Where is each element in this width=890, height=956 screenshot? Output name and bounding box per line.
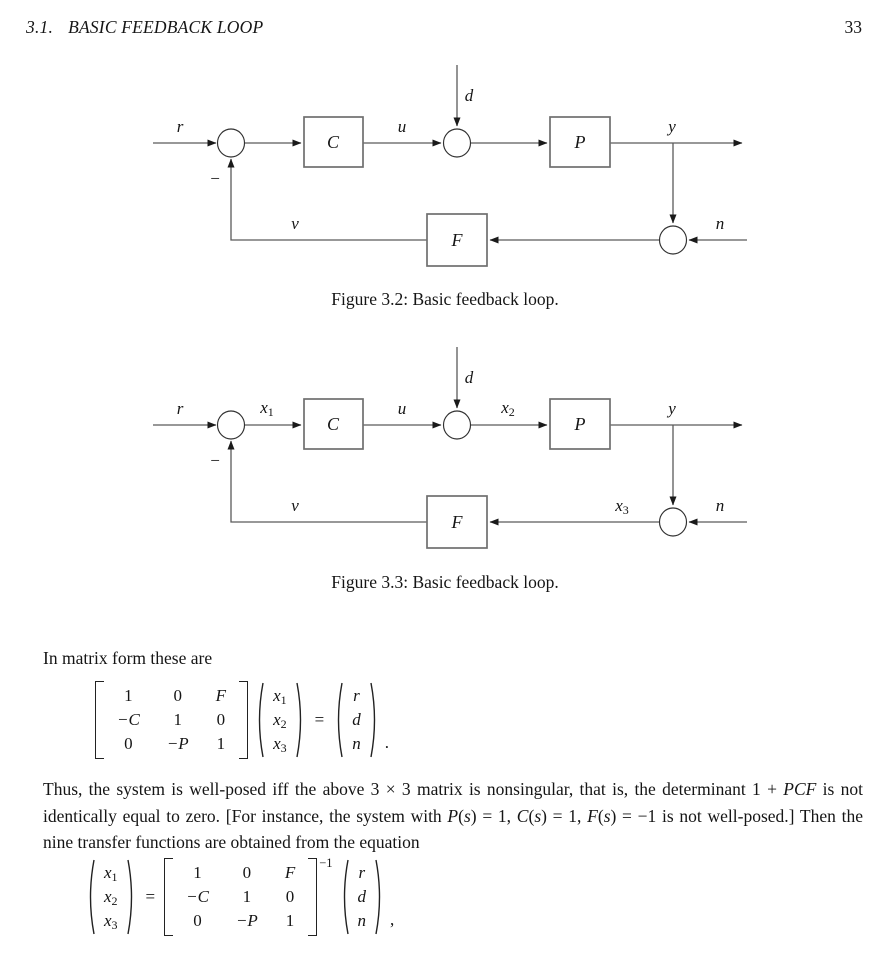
intro-sentence: In matrix form these are: [43, 648, 213, 668]
minus-sign: −: [210, 169, 220, 188]
signal-x3-label: x3: [615, 496, 629, 517]
matrix-cell: 0: [193, 911, 202, 930]
signal-v-label: v: [291, 214, 299, 233]
end-punctuation: .: [384, 733, 389, 752]
section-title: BASIC FEEDBACK LOOP: [68, 17, 264, 37]
input-vector: r d n: [333, 680, 380, 760]
matrix-equation-2: [85, 857, 394, 937]
left-paren: [254, 680, 265, 760]
minus-sign: −: [210, 451, 220, 470]
matrix-cell: 1: [193, 863, 202, 882]
signal-y-label: y: [668, 117, 676, 136]
right-paren: [369, 680, 380, 760]
signal-y-label: y: [668, 399, 676, 418]
figure-3-2-diagram: [140, 55, 770, 283]
matrix-cell: −C: [186, 887, 209, 906]
block-P-label: P: [574, 414, 586, 434]
signal-n-label: n: [715, 214, 725, 233]
summing-junction-3: [660, 226, 687, 254]
matrix-cell: 0: [285, 887, 295, 906]
end-punctuation: ,: [390, 910, 395, 929]
signal-n-label: n: [715, 496, 725, 515]
state-vector: $x_1$ $x_2$ $x_3$: [85, 857, 137, 937]
block-C-label: C: [326, 132, 340, 152]
block-C-label: C: [326, 414, 340, 434]
left-bracket: [95, 681, 104, 759]
matrix-equation-1: [95, 680, 389, 760]
state-vector: $x_1$ $x_2$ $x_3$: [254, 680, 306, 760]
system-matrix: [95, 681, 248, 759]
matrix-cell: 1: [242, 887, 252, 906]
matrix-cell: F: [215, 686, 227, 705]
right-bracket: [308, 858, 317, 936]
summing-junction-1: [218, 129, 245, 157]
wire-feedback-to-sum1: [231, 441, 427, 522]
matrix-cell: 1: [216, 734, 226, 753]
section-number: 3.1.: [26, 17, 54, 37]
figure-3-3-caption: Figure 3.3: Basic feedback loop.: [331, 572, 559, 592]
summing-junction-1: [218, 411, 245, 439]
left-paren: [85, 857, 96, 937]
block-P-label: P: [574, 132, 586, 152]
signal-r-label: r: [176, 399, 184, 418]
right-paren: [295, 680, 306, 760]
figure-3-3-diagram: [140, 337, 770, 565]
matrix-cell: F: [284, 863, 296, 882]
equals-sign: =: [145, 887, 156, 906]
left-paren: [339, 857, 350, 937]
signal-r-label: r: [176, 117, 184, 136]
left-bracket: [164, 858, 173, 936]
block-F-label: F: [451, 512, 463, 532]
page-number: 33: [844, 17, 862, 37]
signal-x1-label: x1: [260, 398, 274, 419]
matrix-cell: 1: [124, 686, 133, 705]
matrix-cell: −P: [235, 911, 258, 930]
block-F-label: F: [451, 230, 463, 250]
equals-sign: =: [314, 710, 325, 729]
matrix-cell: −C: [117, 710, 140, 729]
signal-d-label: d: [464, 368, 474, 387]
signal-v-label: v: [291, 496, 299, 515]
well-posed-paragraph: Thus, the system is well-posed iff the above 3 × 3 matrix is nonsingular, that is, the determinant 1 + PCF is not identically equal to zero. [For instance, the system with P(s) = 1, C(s) = 1, F(s) = −1 is not well-posed.] Then the nine transfer functions are obtained from the equation: [43, 779, 863, 852]
right-bracket: [239, 681, 248, 759]
wire-feedback-to-sum1: [231, 159, 427, 240]
matrix-cell: 0: [242, 863, 252, 882]
matrix-cell: 1: [173, 710, 182, 729]
signal-u-label: u: [397, 399, 407, 418]
matrix-cell: 0: [124, 734, 133, 753]
left-paren: [333, 680, 344, 760]
matrix-cell: 0: [216, 710, 226, 729]
summing-junction-2: [444, 411, 471, 439]
summing-junction-3: [660, 508, 687, 536]
summing-junction-2: [444, 129, 471, 157]
signal-d-label: d: [464, 86, 474, 105]
system-matrix: [164, 858, 317, 936]
right-paren: [126, 857, 137, 937]
inverse-matrix: [164, 858, 332, 936]
section-header: [26, 17, 263, 38]
right-paren: [374, 857, 385, 937]
signal-x2-label: x2: [501, 398, 515, 419]
matrix-cell: −P: [166, 734, 189, 753]
signal-u-label: u: [397, 117, 407, 136]
input-vector: r d n: [339, 857, 386, 937]
matrix-cell: 0: [173, 686, 182, 705]
matrix-cell: 1: [285, 911, 295, 930]
inverse-exponent: −1: [319, 856, 333, 870]
figure-3-2-caption: Figure 3.2: Basic feedback loop.: [331, 289, 559, 309]
